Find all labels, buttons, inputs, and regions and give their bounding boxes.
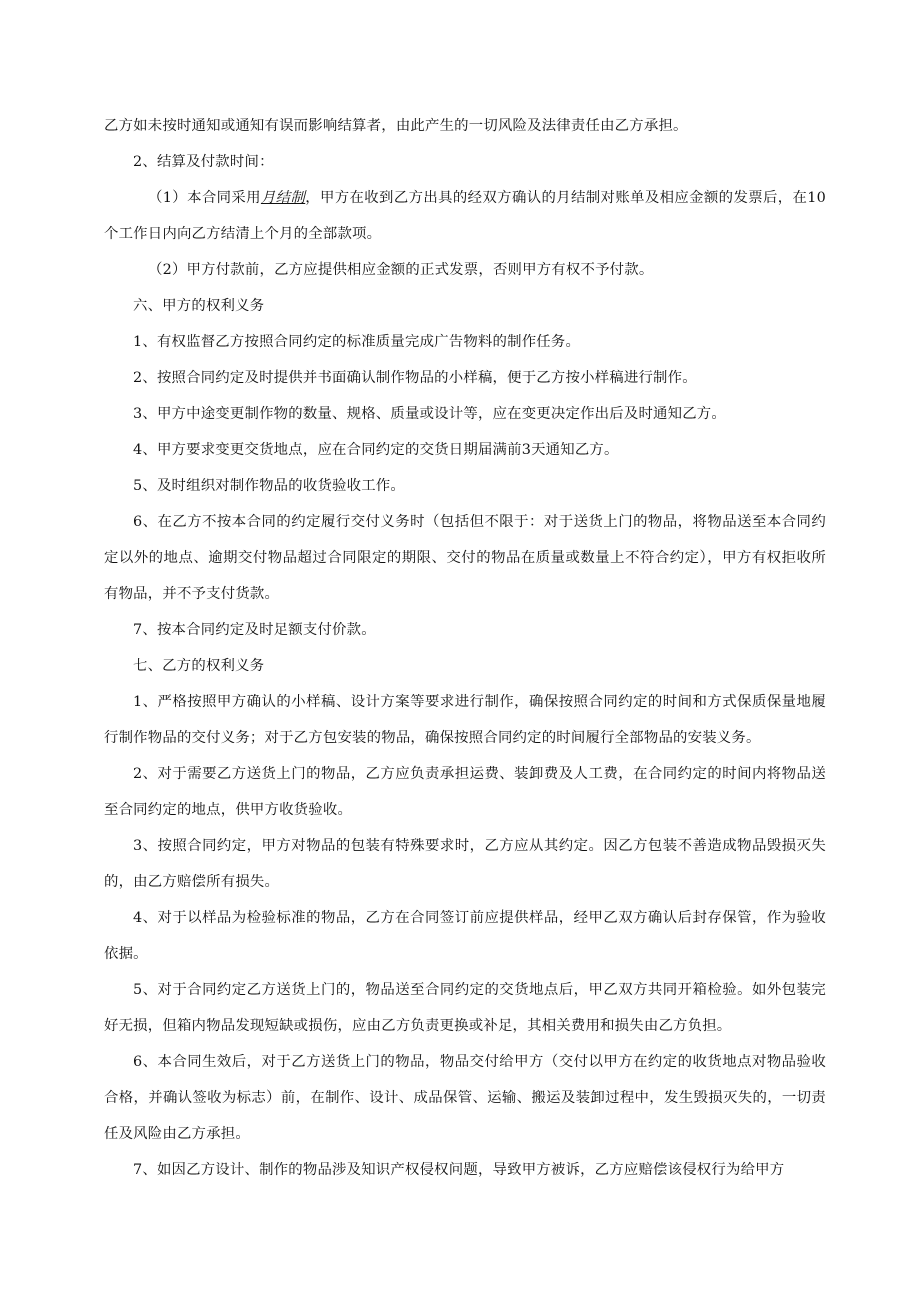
party-a-item-2: 2、按照合同约定及时提供并书面确认制作物品的小样稿，便于乙方按小样稿进行制作。 xyxy=(133,370,697,386)
paragraph-settlement-1 xyxy=(104,180,826,252)
document-body xyxy=(104,108,826,1188)
party-b-item-5: 5、对于合同约定乙方送货上门的，物品送至合同约定的交货地点后，甲乙双方共同开箱检验。如外包装完好无损，但箱内物品发现短缺或损伤，应由乙方负责更换或补足，其相关费用和损失由乙方负担。 xyxy=(104,982,826,1034)
party-a-item-7: 7、按本合同约定及时足额支付价款。 xyxy=(133,622,376,638)
paragraph-settlement-1-pre: （1）本合同采用 xyxy=(148,190,261,206)
section-heading-settlement: 2、结算及付款时间： xyxy=(133,154,274,170)
paragraph-1: 乙方如未按时通知或通知有误而影响结算者，由此产生的一切风险及法律责任由乙方承担。 xyxy=(104,118,688,134)
section-heading-party-a: 六、甲方的权利义务 xyxy=(133,298,265,314)
party-b-item-4: 4、对于以样品为检验标准的物品，乙方在合同签订前应提供样品，经甲乙双方确认后封存保管，作为验收依据。 xyxy=(104,910,826,962)
paragraph-settlement-2: （2）甲方付款前，乙方应提供相应金额的正式发票，否则甲方有权不予付款。 xyxy=(148,262,654,278)
party-a-item-1: 1、有权监督乙方按照合同约定的标准质量完成广告物料的制作任务。 xyxy=(133,334,581,350)
section-heading-party-b: 七、乙方的权利义务 xyxy=(133,658,265,674)
party-b-item-6: 6、本合同生效后，对于乙方送货上门的物品，物品交付给甲方（交付以甲方在约定的收货地点对物品验收合格，并确认签收为标志）前，在制作、设计、成品保管、运输、搬运及装卸过程中，发生毁损灭失的，一切责任及风险由乙方承担。 xyxy=(104,1054,826,1142)
party-b-item-3: 3、按照合同约定，甲方对物品的包装有特殊要求时，乙方应从其约定。因乙方包装不善造成物品毁损灭失的，由乙方赔偿所有损失。 xyxy=(104,838,826,890)
party-b-item-7: 7、如因乙方设计、制作的物品涉及知识产权侵权问题，导致甲方被诉，乙方应赔偿该侵权行为给甲方 xyxy=(133,1162,785,1178)
paragraph-settlement-1-post: ，甲方在收到乙方出具的经双方确认的月结制对账单及相应金额的发票后，在10个工作日内向乙方结清上个月的全部款项。 xyxy=(104,190,826,242)
party-b-item-2: 2、对于需要乙方送货上门的物品，乙方应负责承担运费、装卸费及人工费，在合同约定的时间内将物品送至合同约定的地点，供甲方收货验收。 xyxy=(104,766,826,818)
party-a-item-4: 4、甲方要求变更交货地点，应在合同约定的交货日期届满前3天通知乙方。 xyxy=(133,442,619,458)
party-a-item-6: 6、在乙方不按本合同的约定履行交付义务时（包括但不限于：对于送货上门的物品，将物品送至本合同约定以外的地点、逾期交付物品超过合同限定的期限、交付的物品在质量或数量上不符合约定），甲方有权拒收所有物品，并不予支付货款。 xyxy=(104,514,826,602)
monthly-settlement-term: 月结制 xyxy=(260,190,306,206)
party-b-item-1: 1、严格按照甲方确认的小样稿、设计方案等要求进行制作，确保按照合同约定的时间和方式保质保量地履行制作物品的交付义务；对于乙方包安装的物品，确保按照合同约定的时间履行全部物品的安装义务。 xyxy=(104,694,826,746)
party-a-item-3: 3、甲方中途变更制作物的数量、规格、质量或设计等，应在变更决定作出后及时通知乙方。 xyxy=(133,406,726,422)
party-a-item-5: 5、及时组织对制作物品的收货验收工作。 xyxy=(133,478,405,494)
